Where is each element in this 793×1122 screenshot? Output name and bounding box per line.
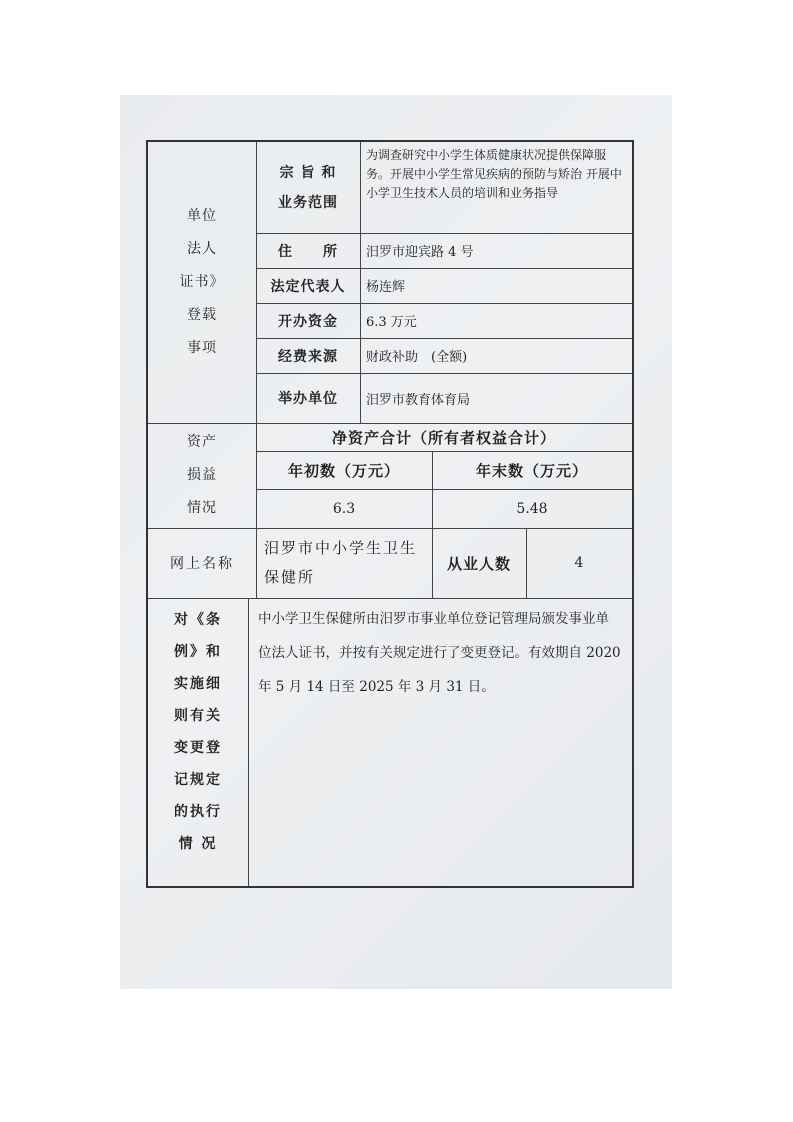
end-year-label: 年末数（万元）	[475, 461, 588, 480]
legal-rep-label: 法定代表人	[270, 278, 346, 295]
registration-section-label: 单位 法人 证书》 登载 事项	[179, 208, 225, 356]
funding-source-label: 经费来源	[278, 348, 338, 365]
funding-source-value: 财政补助 (全额)	[366, 350, 468, 365]
address-label: 住 所	[278, 243, 338, 260]
registration-form-table	[146, 140, 634, 888]
end-year-value: 5.48	[516, 500, 548, 517]
execution-text: 中小学卫生保健所由汨罗市事业单位登记管理局颁发事业单位法人证书，并按有关规定进行了变更登记。有效期自 2020 年 5 月 14 日至 2025 年 3 月 31 日。	[258, 611, 621, 695]
online-name-value: 汨罗市中小学生卫生保健所	[264, 539, 418, 586]
legal-rep-value: 杨连辉	[366, 280, 406, 295]
staff-count-value: 4	[574, 555, 584, 571]
assets-section-label: 资产 损益 情况	[187, 434, 217, 516]
address-value: 汨罗市迎宾路 4 号	[366, 245, 474, 260]
online-name-label: 网上名称	[170, 556, 234, 572]
purpose-scope-value: 为调查研究中小学生体质健康状况提供保障服务。开展中小学生常见疾病的预防与矫治 开展中小学卫生技术人员的培训和业务指导	[366, 148, 622, 200]
purpose-scope-label: 宗 旨 和 业务范围	[278, 164, 338, 211]
capital-label: 开办资金	[278, 313, 338, 330]
sponsor-label: 举办单位	[278, 391, 338, 407]
begin-year-value: 6.3	[332, 500, 356, 517]
begin-year-label: 年初数（万元）	[287, 461, 400, 480]
sponsor-value: 汨罗市教育体育局	[366, 392, 471, 408]
execution-section-label: 对《条 例》和 实施细 则有关 变更登 记规定 的执行 情 况	[174, 612, 222, 852]
capital-value: 6.3 万元	[366, 315, 417, 330]
net-assets-header: 净资产合计（所有者权益合计）	[331, 428, 556, 447]
staff-count-label: 从业人数	[446, 554, 511, 573]
